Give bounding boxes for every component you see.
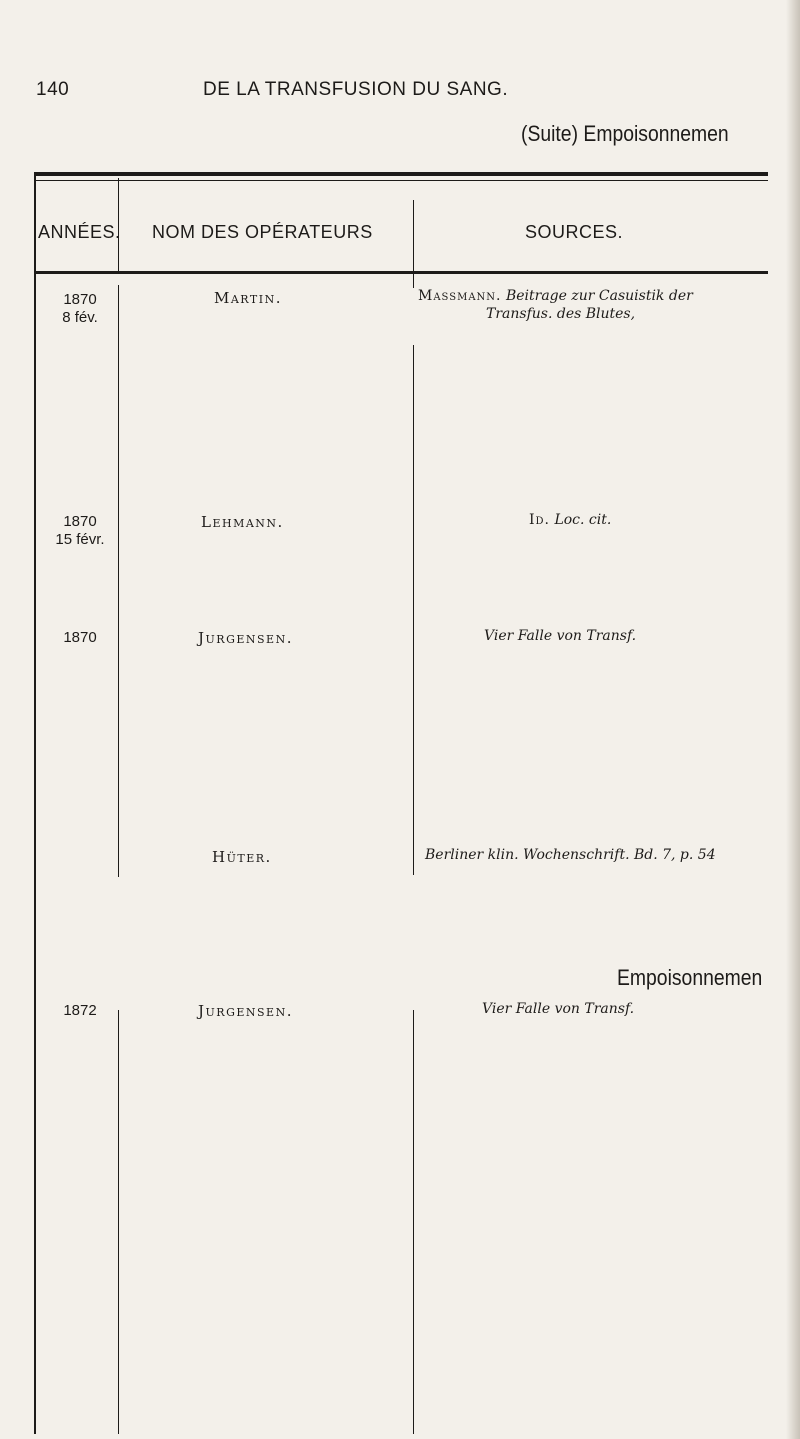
row4-operator: Hüter.	[212, 848, 272, 866]
col-header-operators: NOM DES OPÉRATEURS	[152, 222, 373, 242]
col-header-sources: SOURCES.	[525, 222, 624, 242]
table-left-border	[34, 174, 36, 1434]
row3-operator: Jurgensen.	[198, 629, 293, 647]
row1-date: 8 fév.	[62, 309, 98, 326]
row2-source	[529, 512, 611, 528]
row1-source-author: Massmann.	[418, 288, 502, 304]
running-title: DE LA TRANSFUSION DU SANG.	[203, 79, 509, 100]
header-bottom-rule	[34, 271, 768, 274]
row5-operator: Jurgensen.	[198, 1002, 293, 1020]
column-divider-2	[413, 200, 414, 288]
column-divider-4	[413, 345, 414, 875]
row2-date: 15 févr.	[55, 531, 105, 548]
row1-source-cont: Transfus. des Blutes,	[486, 306, 636, 322]
row3-year: 1870	[63, 629, 97, 646]
column-divider-5	[118, 1010, 119, 1434]
row1-year: 1870	[63, 291, 97, 308]
section-heading: Empoisonnemen	[617, 965, 763, 990]
row2-year: 1870	[63, 513, 97, 530]
row1-source	[418, 288, 693, 304]
table-top-rule-thin	[34, 180, 768, 181]
row2-source-text: Loc. cit.	[554, 512, 612, 528]
row1-operator: Martin.	[214, 289, 282, 307]
column-divider-6	[413, 1010, 414, 1434]
row2-source-author: Id.	[529, 512, 550, 528]
column-divider-3	[118, 285, 119, 877]
row2-operator: Lehmann.	[201, 513, 284, 531]
page-subtitle: (Suite) Empoisonnemen	[521, 121, 729, 146]
page-edge	[786, 0, 800, 1439]
row3-source: Vier Falle von Transf.	[484, 628, 637, 644]
row1-source-text: Beitrage zur Casuistik der	[505, 288, 693, 304]
row4-source: Berliner klin. Wochenschrift. Bd. 7, p. 54	[425, 847, 716, 863]
table-top-rule	[34, 172, 768, 176]
row5-source: Vier Falle von Transf.	[482, 1001, 635, 1017]
col-header-years: ANNÉES.	[38, 222, 121, 242]
page-number: 140	[36, 79, 70, 100]
row5-year: 1872	[63, 1002, 97, 1019]
